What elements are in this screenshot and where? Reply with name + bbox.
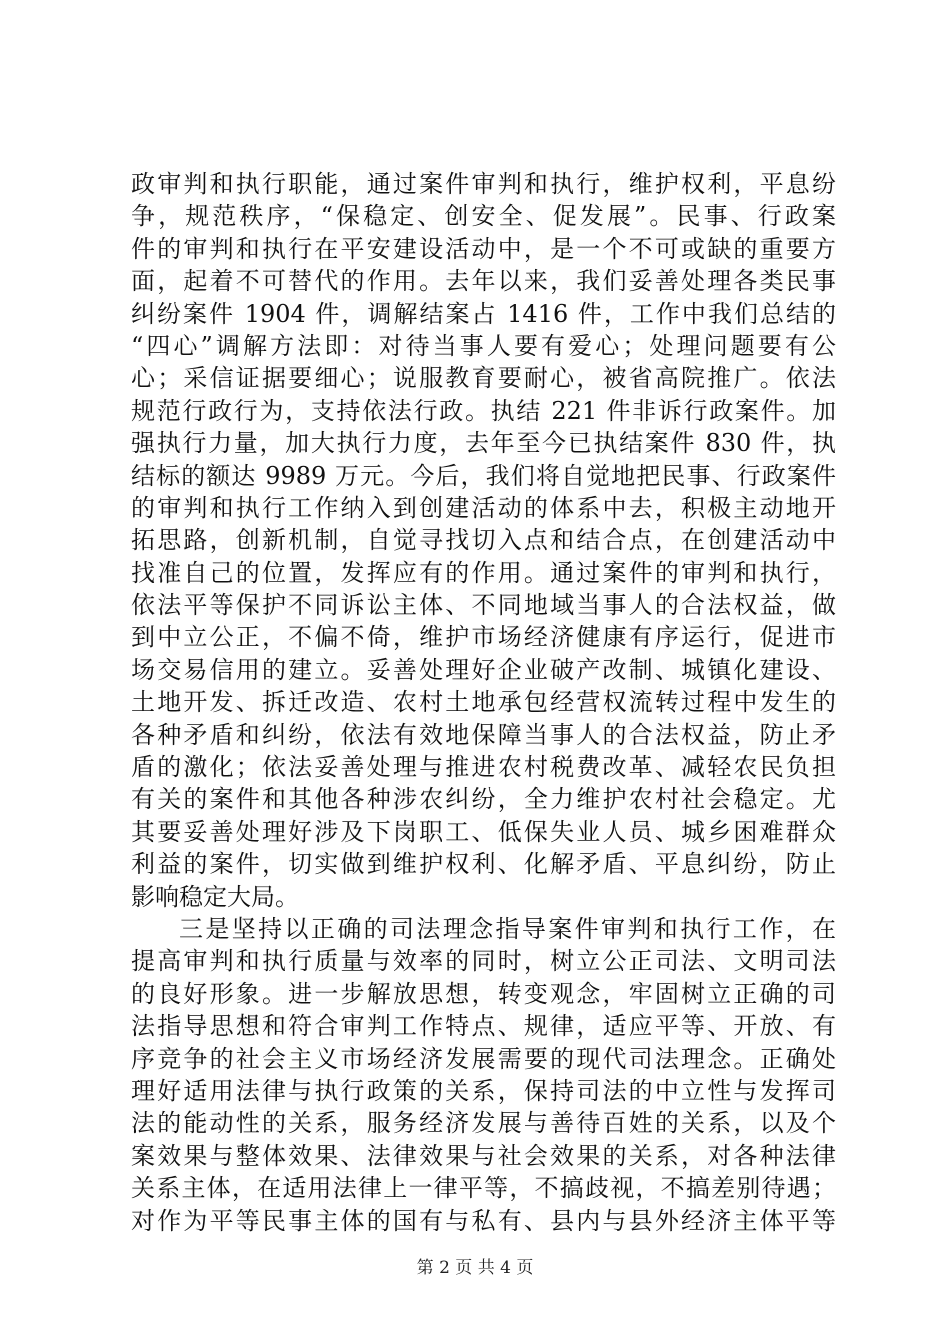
paragraph-start-line: 三是坚持以正确的司法理念指导案件审判和执行工作，在 xyxy=(179,914,836,943)
text-line: 案效果与整体效果、法律效果与社会效果的关系，对各种法律 xyxy=(131,1141,836,1170)
text-line: 强执行力量，加大执行力度，去年至今已执结案件 830 件，执 xyxy=(131,429,836,458)
text-line: 拓思路，创新机制，自觉寻找切入点和结合点，在创建活动中 xyxy=(131,526,836,555)
text-line: 依法平等保护不同诉讼主体、不同地域当事人的合法权益，做 xyxy=(131,591,836,620)
text-line: 纠纷案件 1904 件，调解结案占 1416 件，工作中我们总结的 xyxy=(131,299,836,328)
text-line: 法的能动性的关系，服务经济发展与善待百姓的关系，以及个 xyxy=(131,1109,836,1138)
page-footer xyxy=(0,1253,950,1278)
text-line: 心；采信证据要细心；说服教育要耐心，被省高院推广。依法 xyxy=(131,364,836,393)
text-line: 其要妥善处理好涉及下岗职工、低保失业人员、城乡困难群众 xyxy=(131,817,836,846)
text-line: 面，起着不可替代的作用。去年以来，我们妥善处理各类民事 xyxy=(131,267,836,296)
text-line: 找准自己的位置，发挥应有的作用。通过案件的审判和执行， xyxy=(131,558,836,587)
text-line: 的良好形象。进一步解放思想，转变观念，牢固树立正确的司 xyxy=(131,979,836,1008)
body-text xyxy=(131,168,836,1237)
page-number: 第 2 页 共 4 页 xyxy=(416,1258,534,1278)
text-line: 争，规范秩序，“保稳定、创安全、促发展”。民事、行政案 xyxy=(131,202,836,231)
text-line: 提高审判和执行质量与效率的同时，树立公正司法、文明司法 xyxy=(131,947,836,976)
text-line: 土地开发、拆迁改造、农村土地承包经营权流转过程中发生的 xyxy=(131,688,836,717)
text-line: 关系主体，在适用法律上一律平等，不搞歧视，不搞差别待遇； xyxy=(131,1174,836,1203)
text-line: 到中立公正，不偏不倚，维护市场经济健康有序运行，促进市 xyxy=(131,623,836,652)
text-line: 序竞争的社会主义市场经济发展需要的现代司法理念。正确处 xyxy=(131,1044,836,1073)
text-line: 场交易信用的建立。妥善处理好企业破产改制、城镇化建设、 xyxy=(131,655,836,684)
text-line: 法指导思想和符合审判工作特点、规律，适应平等、开放、有 xyxy=(131,1012,836,1041)
paragraph-end-line: 影响稳定大局。 xyxy=(131,882,299,911)
text-line: 有关的案件和其他各种涉农纠纷，全力维护农村社会稳定。尤 xyxy=(131,785,836,814)
text-line: 结标的额达 9989 万元。今后，我们将自觉地把民事、行政案件 xyxy=(131,461,836,490)
text-line: 对作为平等民事主体的国有与私有、县内与县外经济主体平等 xyxy=(131,1206,836,1235)
text-line: 利益的案件，切实做到维护权利、化解矛盾、平息纠纷，防止 xyxy=(131,850,836,879)
text-line: 盾的激化；依法妥善处理与推进农村税费改革、减轻农民负担 xyxy=(131,753,836,782)
text-line: 件的审判和执行在平安建设活动中，是一个不可或缺的重要方 xyxy=(131,234,836,263)
text-line: 的审判和执行工作纳入到创建活动的体系中去，积极主动地开 xyxy=(131,493,836,522)
text-line: 理好适用法律与执行政策的关系，保持司法的中立性与发挥司 xyxy=(131,1076,836,1105)
text-line: 规范行政行为，支持依法行政。执结 221 件非诉行政案件。加 xyxy=(131,396,836,425)
text-line: 政审判和执行职能，通过案件审判和执行，维护权利，平息纷 xyxy=(131,170,836,198)
text-line: “四心”调解方法即：对待当事人要有爱心；处理问题要有公 xyxy=(131,331,836,360)
text-line: 各种矛盾和纠纷，依法有效地保障当事人的合法权益，防止矛 xyxy=(131,720,836,749)
